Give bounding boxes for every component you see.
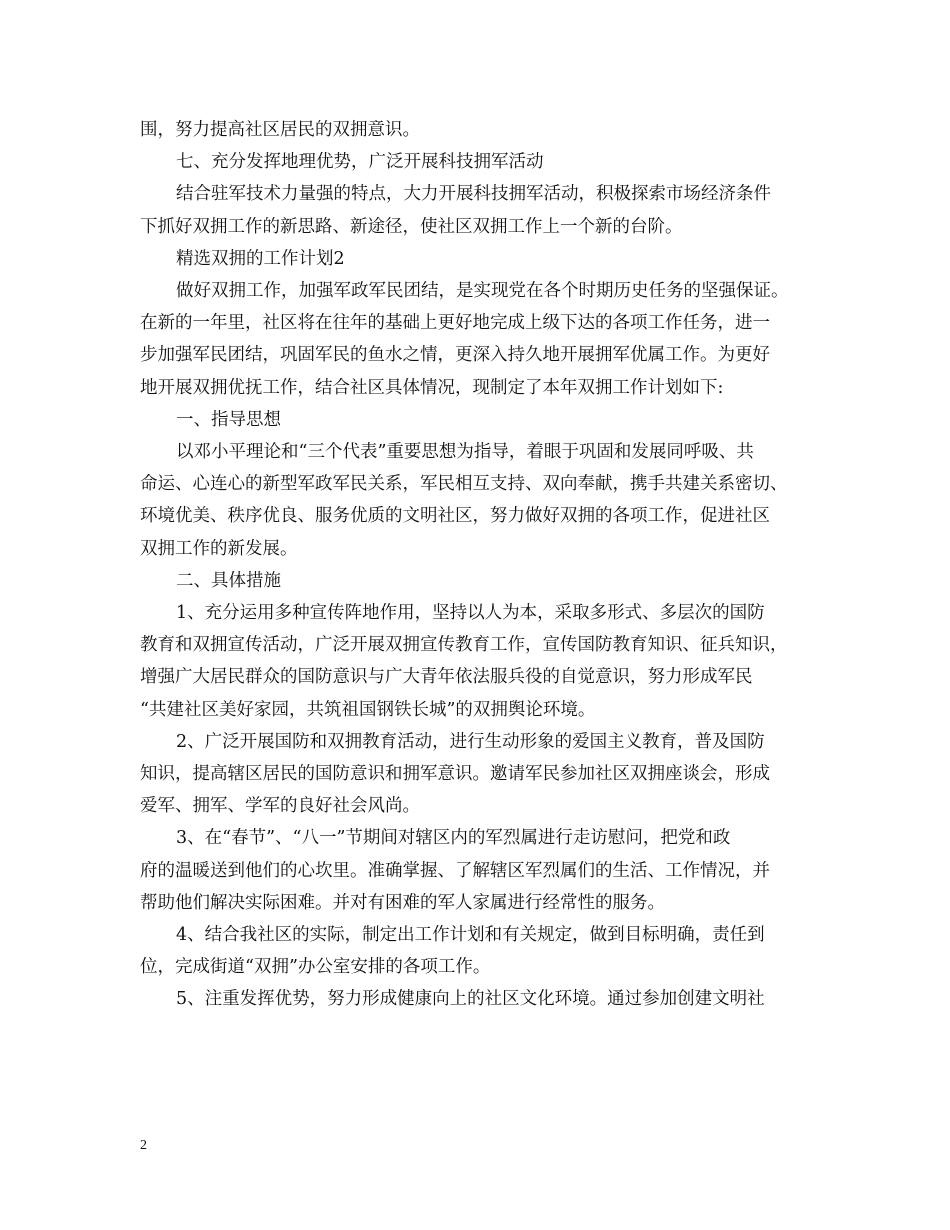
- text-line: 府的温暖送到他们的心坎里。准确掌握、了解辖区军烈属们的生活、工作情况，并: [140, 860, 770, 881]
- text-line: 爱军、拥军、学军的良好社会风尚。: [140, 796, 420, 817]
- paragraph-line: 5、注重发挥优势，努力形成健康向上的社区文化环境。通过参加创建文明社: [176, 989, 765, 1010]
- paragraph-line: 4、结合我社区的实际，制定出工作计划和有关规定，做到目标明确，责任到: [176, 925, 765, 946]
- section-heading: 一、指导思想: [176, 409, 281, 430]
- section-heading: 二、具体措施: [176, 570, 281, 591]
- text-line: 围，努力提高社区居民的双拥意识。: [140, 120, 420, 140]
- paragraph-line: 以邓小平理论和“三个代表”重要思想为指导，着眼于巩固和发展同呼吸、共: [176, 442, 754, 463]
- page-number: 2: [140, 1138, 147, 1153]
- text-line: 知识，提高辖区居民的国防意识和拥军意识。邀请军民参加社区双拥座谈会，形成: [140, 764, 770, 785]
- text-line: 位，完成街道“双拥”办公室安排的各项工作。: [140, 957, 491, 978]
- paragraph-line: 2、广泛开展国防和双拥教育活动，进行生动形象的爱国主义教育，普及国防: [176, 731, 765, 752]
- section-heading: 七、充分发挥地理优势，广泛开展科技拥军活动: [176, 152, 544, 173]
- paragraph-line: 3、在“春节”、“八一”节期间对辖区内的军烈属进行走访慰问，把党和政: [176, 828, 731, 849]
- text-line: 帮助他们解决实际困难。并对有困难的军人家属进行经常性的服务。: [140, 892, 665, 913]
- text-line: 命运、心连心的新型军政军民关系，军民相互支持、双向奉献，携手共建关系密切、: [140, 474, 788, 495]
- text-line: “共建社区美好家园，共筑祖国钢铁长城”的双拥舆论环境。: [140, 699, 596, 720]
- text-line: 环境优美、秩序优良、服务优质的文明社区，努力做好双拥的各项工作，促进社区: [140, 506, 770, 527]
- paragraph-line: 1、充分运用多种宣传阵地作用，坚持以人为本，采取多形式、多层次的国防: [176, 603, 765, 624]
- text-line: 步加强军民团结，巩固军民的鱼水之情，更深入持久地开展拥军优属工作。为更好: [140, 345, 770, 366]
- text-line: 双拥工作的新发展。: [140, 538, 298, 559]
- text-line: 下抓好双拥工作的新思路、新途径，使社区双拥工作上一个新的台阶。: [140, 216, 683, 237]
- paragraph-line: 结合驻军技术力量强的特点，大力开展科技拥军活动，积极探索市场经济条件: [176, 184, 771, 205]
- text-line: 地开展双拥优抚工作，结合社区具体情况，现制定了本年双拥工作计划如下:: [140, 377, 724, 398]
- text-line: 教育和双拥宣传活动，广泛开展双拥宣传教育工作，宣传国防教育知识、征兵知识，: [140, 635, 788, 656]
- plan-title: 精选双拥的工作计划2: [176, 248, 345, 269]
- text-line: 在新的一年里，社区将在往年的基础上更好地完成上级下达的各项工作任务，进一: [140, 313, 770, 334]
- text-line: 增强广大居民群众的国防意识与广大青年依法服兵役的自觉意识，努力形成军民: [140, 667, 753, 688]
- document-body: [140, 114, 820, 1016]
- paragraph-line: 做好双拥工作，加强军政军民团结，是实现党在各个时期历史任务的坚强保证。: [176, 281, 789, 302]
